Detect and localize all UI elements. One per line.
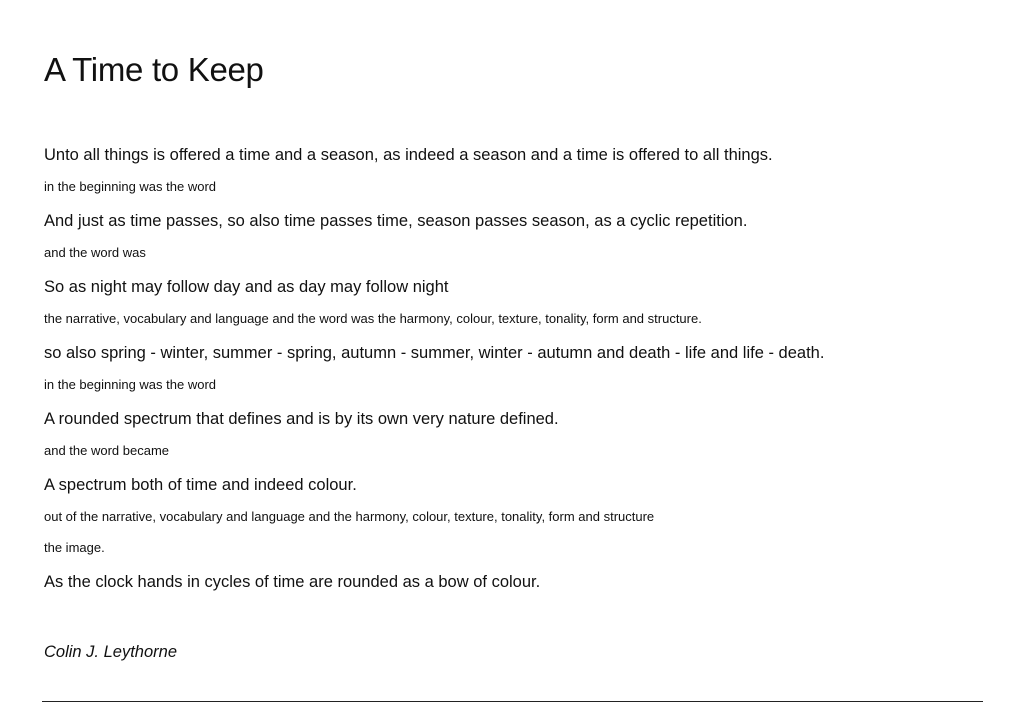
poem-line: And just as time passes, so also time passes time, season passes season, as a cyclic repetition. (44, 212, 748, 230)
bottom-divider (42, 701, 983, 702)
poem-line: so also spring - winter, summer - spring, autumn - summer, winter - autumn and death - life and life - death. (44, 344, 825, 362)
poem-title: A Time to Keep (44, 51, 264, 88)
poem-line: the image. (44, 540, 105, 555)
poem-line: out of the narrative, vocabulary and language and the harmony, colour, texture, tonality, form and structure (44, 509, 655, 524)
poem-line: A rounded spectrum that defines and is by its own very nature defined. (44, 410, 559, 428)
author-name: Colin J. Leythorne (44, 643, 177, 661)
poem-line: in the beginning was the word (44, 179, 217, 194)
poem-line: and the word became (44, 443, 170, 458)
poem-line: So as night may follow day and as day may follow night (44, 278, 449, 296)
poem-line: and the word was (44, 245, 146, 260)
poem-line: the narrative, vocabulary and language and the word was the harmony, colour, texture, tonality, form and structure. (44, 311, 702, 326)
poem-line: A spectrum both of time and indeed colour. (44, 476, 357, 494)
poem-line: As the clock hands in cycles of time are rounded as a bow of colour. (44, 573, 541, 591)
poem-line: Unto all things is offered a time and a season, as indeed a season and a time is offered to all things. (44, 146, 773, 164)
poem-line: in the beginning was the word (44, 377, 217, 392)
